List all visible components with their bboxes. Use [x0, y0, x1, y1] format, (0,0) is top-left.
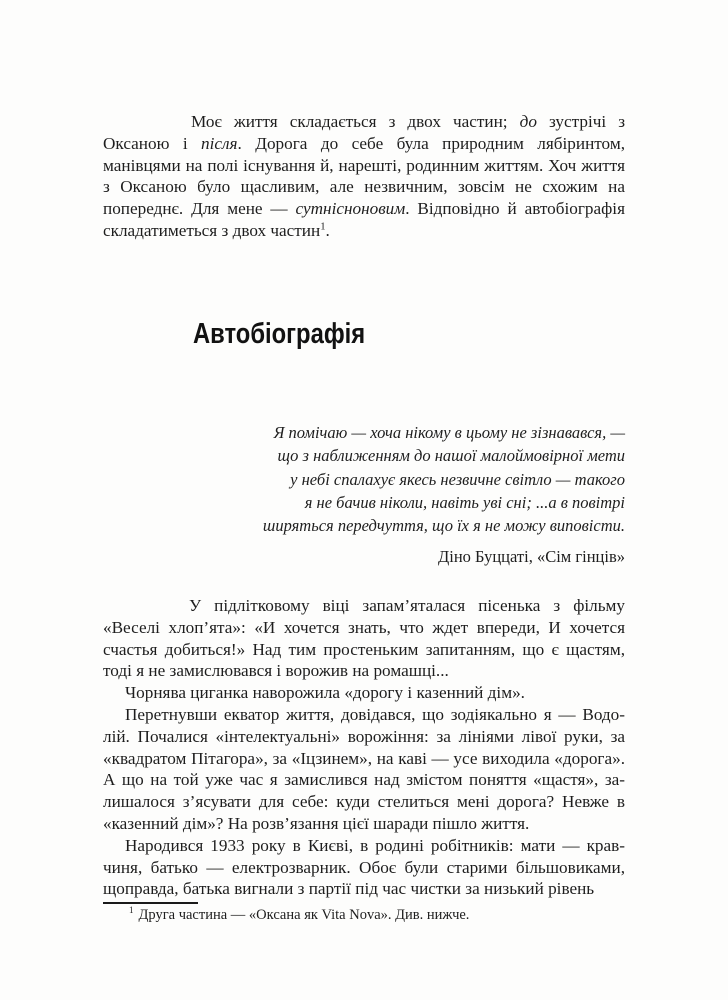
opening-segment-italic: до: [519, 112, 537, 131]
opening-segment-italic: сутнісноновим: [295, 199, 406, 219]
footnote: [103, 907, 625, 925]
epigraph-line: ширяться передчуття, що їх я не можу виповісти.: [262, 516, 625, 536]
footnote-reference: 1: [320, 221, 326, 233]
epigraph: [103, 421, 625, 569]
epigraph-line: що з наближенням до нашої малоймовірної мети: [277, 446, 625, 466]
epigraph-line: я не бачив ніколи, навіть уві сні; ...а в повітрі: [304, 492, 625, 512]
body-paragraph: Народився 1933 року в Києві, в родині робітників: мати — кравчиня, батько — електрозварник. Обоє були старими більшовиками, щоправда, батька вигнали з партії під час чистки за низький рівень: [103, 835, 625, 899]
body-paragraph: Чорнява циганка наворожила «дорогу і казенний дім».: [125, 683, 525, 703]
epigraph-attribution: Діно Буццаті, «Сім гінців»: [437, 547, 625, 567]
opening-segment: . Дорога до себе була природним лябіринтом, манівцями на полі існування й, нарешті, родинним життям. Хоч життя з Оксаною було щасливим, але незвичним, зовсім не схожим на попереднє. Для мене —: [103, 133, 625, 219]
epigraph-line: у небі спалахує якесь незвичне світло — такого: [290, 469, 625, 489]
opening-segment: Моє життя складається з двох частин;: [191, 112, 520, 131]
body-paragraph: Перетнувши екватор життя, довідався, що зодіякально я — Водолій. Почалися «інтелектуальні» ворожіння: за лініями лівої руки, за «квадратом Пітагора», за «Іцзинем», на каві — усе виходила «дорога». А що на той уже час я замислився над змістом поняття «щастя», залишалося з’ясувати для себе: куди стелиться мені дорога? Невже в «казенний дім»? На розв’язання цієї шаради пішло життя.: [103, 704, 625, 833]
footnote-text: Друга частина — «Оксана як Vita Nova». Див. нижче.: [138, 907, 470, 924]
epigraph-line: Я помічаю — хоча нікому в цьому не зізнавався, —: [273, 423, 625, 442]
text-column: [103, 0, 625, 1000]
opening-paragraph: [103, 111, 625, 242]
body-text: [103, 595, 625, 925]
opening-segment: зустрічі з Оксаною і: [103, 112, 626, 153]
chapter-title: Автобіографія: [193, 318, 366, 350]
footnote-marker: 1: [129, 905, 134, 916]
opening-segment: . Відповідно й автобіографія складатиметься з двох частин: [103, 199, 625, 240]
opening-segment: .: [325, 220, 330, 240]
body-paragraph: У підлітковому віці запам’яталася пісенька з фільму «Веселі хлоп’ята»: «И хочется знать, что ждет впереди, И хочется счастья добиться!» Над тим простеньким запитанням, що є щастям, тоді я не замислювався і ворожив на ромашці...: [103, 596, 625, 681]
opening-segment-italic: після: [201, 133, 238, 153]
footnote-separator-rule: [103, 902, 198, 904]
